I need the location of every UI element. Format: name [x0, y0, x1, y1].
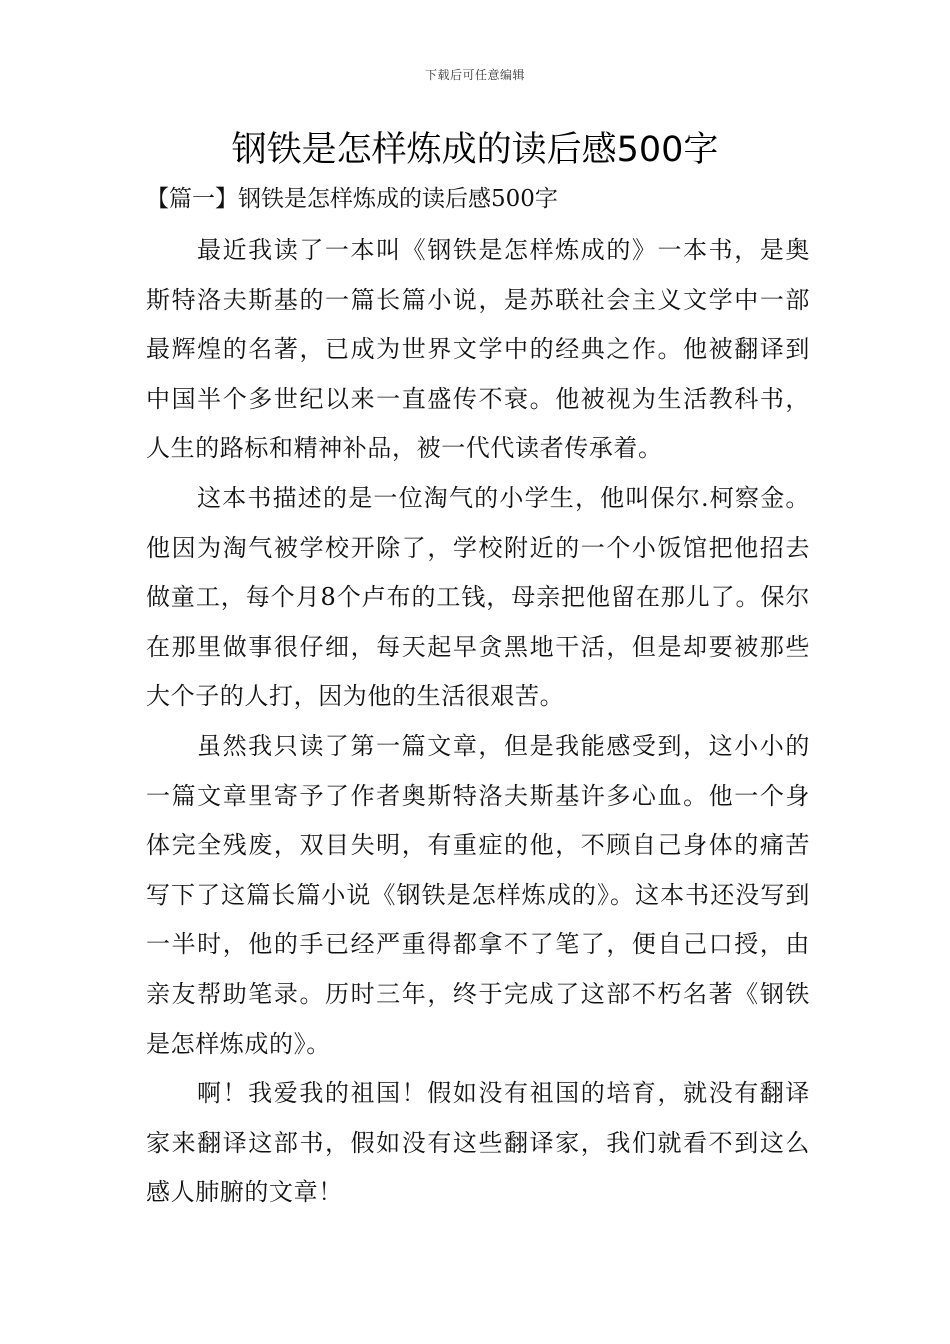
section-heading: 【篇一】钢铁是怎样炼成的读后感500字 — [146, 186, 558, 212]
article-body — [146, 226, 810, 1218]
paragraph-2: 这本书描述的是一位淘气的小学生，他叫保尔.柯察金。他因为淘气被学校开除了，学校附近的一个小饭馆把他招去做童工，每个月8个卢布的工钱，母亲把他留在那儿了。保尔在那里做事很仔细，每天起早贪黑地干活，但是却要被那些大个子的人打，因为他的生活很艰苦。 — [146, 483, 810, 711]
document-title: 钢铁是怎样炼成的读后感500字 — [231, 130, 719, 170]
paragraph-1: 最近我读了一本叫《钢铁是怎样炼成的》一本书，是奥斯特洛夫斯基的一篇长篇小说，是苏联社会主义文学中一部最辉煌的名著，已成为世界文学中的经典之作。他被翻译到中国半个多世纪以来一直盛传不衰。他被视为生活教科书，人生的路标和精神补品，被一代代读者传承着。 — [146, 236, 810, 463]
paragraph-4: 啊！我爱我的祖国！假如没有祖国的培育，就没有翻译家来翻译这部书，假如没有这些翻译家，我们就看不到这么感人肺腑的文章！ — [146, 1079, 810, 1207]
paragraph-3: 虽然我只读了第一篇文章，但是我能感受到，这小小的一篇文章里寄予了作者奥斯特洛夫斯基许多心血。他一个身体完全残废，双目失明，有重症的他，不顾自己身体的痛苦写下了这篇长篇小说《钢铁是怎样炼成的》。这本书还没写到一半时，他的手已经严重得都拿不了笔了，便自己口授，由亲友帮助笔录。历时三年，终于完成了这部不朽名著《钢铁是怎样炼成的》。 — [146, 731, 810, 1058]
header-note: 下载后可任意编辑 — [424, 68, 525, 82]
